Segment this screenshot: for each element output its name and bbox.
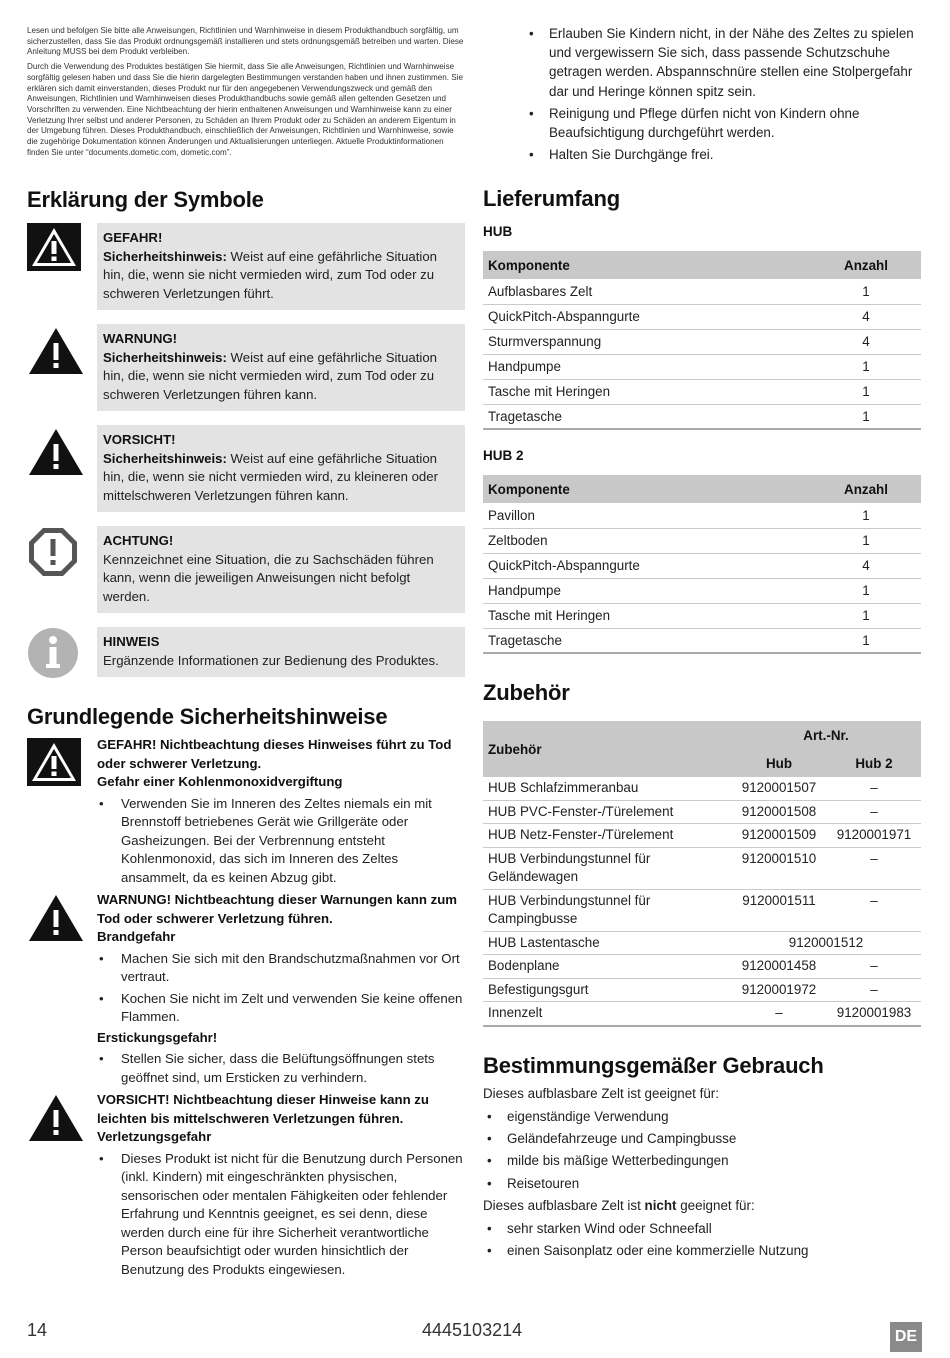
table-cell: 1 xyxy=(811,603,921,628)
language-badge: DE xyxy=(890,1322,922,1352)
table-cell: – xyxy=(827,955,921,979)
intended-use-heading: Bestimmungsgemäßer Gebrauch xyxy=(483,1052,824,1078)
table-cell: 9120001972 xyxy=(731,978,827,1002)
not-intro-emphasis: nicht xyxy=(644,1197,677,1213)
table-cell: 1 xyxy=(811,404,921,429)
bullet: • xyxy=(529,147,534,163)
symbol-text: Weist auf eine gefährliche Situation hin, die, wenn sie nicht vermieden wird, zu kleineren oder mittelschweren Verletzungen führen kann. xyxy=(103,450,438,503)
table-cell: QuickPitch-Abspanngurte xyxy=(483,553,811,578)
bullet: • xyxy=(99,1150,104,1166)
continued-safety-list xyxy=(529,24,921,164)
bullet: • xyxy=(99,1051,104,1067)
bullet: • xyxy=(529,26,534,41)
table-row xyxy=(483,603,921,628)
table-header-row xyxy=(483,721,921,749)
list-item xyxy=(97,1150,465,1280)
info-icon xyxy=(27,627,97,684)
table-cell: Handpumpe xyxy=(483,578,811,603)
table-cell: – xyxy=(827,978,921,1002)
table-cell: 9120001971 xyxy=(827,824,921,848)
table-cell: 9120001511 xyxy=(731,889,827,931)
scope-table-hub2 xyxy=(483,475,921,654)
scope-heading: Lieferumfang xyxy=(483,186,620,212)
table-cell: HUB PVC-Fenster-/Türelement xyxy=(483,800,731,824)
column-header: Hub xyxy=(731,749,827,777)
table-cell: Sturmverspannung xyxy=(483,329,811,354)
intro-paragraph-1: Lesen und befolgen Sie bitte alle Anweisungen, Richtlinien und Warnhinweise in diesem Produkthandbuch sorgfältig, um sicherzustellen, dass Sie das Produkt ordnungsgemäß installieren und stets ordnungsgemäß betreiben und warten. Diese Anleitung MUSS bei dem Produkt verbleiben. xyxy=(27,26,464,57)
table-cell: 9120001983 xyxy=(827,1002,921,1026)
symbol-title: HINWEIS xyxy=(103,634,160,650)
table-row xyxy=(483,404,921,429)
column-header: Komponente xyxy=(483,251,811,279)
table-cell: Befestigungsgurt xyxy=(483,978,731,1002)
scope-table-title-hub2: HUB 2 xyxy=(483,448,524,464)
list-item xyxy=(97,990,465,1027)
table-row xyxy=(483,279,921,304)
column-header: Anzahl xyxy=(811,475,921,503)
list-item xyxy=(483,1129,921,1148)
safety-warning-sub-fire: Brandgefahr xyxy=(97,929,176,945)
table-cell: HUB Verbindungstunnel für Geländewagen xyxy=(483,847,731,889)
list-item xyxy=(483,1107,921,1126)
table-row xyxy=(483,379,921,404)
bullet: • xyxy=(99,795,104,811)
list-item xyxy=(483,1241,921,1260)
symbol-row-warning xyxy=(27,324,465,411)
left-column xyxy=(27,26,465,1279)
table-cell: 9120001507 xyxy=(731,777,827,800)
symbols-heading: Erklärung der Symbole xyxy=(27,187,264,213)
bullet-text: eigenständige Verwendung xyxy=(507,1108,669,1124)
table-cell: Innenzelt xyxy=(483,1002,731,1026)
symbol-title: WARNUNG! xyxy=(103,331,177,347)
symbol-label: Sicherheitshinweis: xyxy=(103,248,227,264)
table-row xyxy=(483,503,921,528)
intended-use-intro: Dieses aufblasbare Zelt ist geeignet für: xyxy=(483,1085,719,1101)
table-row xyxy=(483,553,921,578)
symbol-text: Ergänzende Informationen zur Bedienung des Produktes. xyxy=(103,652,439,668)
table-cell: 9120001458 xyxy=(731,955,827,979)
list-item xyxy=(483,24,921,101)
document-number: 4445103214 xyxy=(422,1320,523,1340)
column-header: Komponente xyxy=(483,475,811,503)
intended-use-section xyxy=(483,1053,921,1260)
safety-danger xyxy=(27,736,465,887)
table-cell: – xyxy=(827,847,921,889)
bullet: • xyxy=(487,1108,492,1124)
table-row xyxy=(483,1002,921,1026)
table-row xyxy=(483,955,921,979)
symbol-text: Kennzeichnet eine Situation, die zu Sachschäden führen kann, wenn die jeweiligen Anweisungen nicht befolgt werden. xyxy=(103,551,434,604)
caution-icon xyxy=(27,425,97,482)
table-cell: Bodenplane xyxy=(483,955,731,979)
bullet-text: Erlauben Sie Kindern nicht, in der Nähe des Zeltes zu spielen und vergewissern Sie sich, dass passende Schutzschuhe getragen werden. Abspannschnüre stellen eine Stolpergefahr dar und Heringe können spitz sein. xyxy=(549,26,914,99)
column-header: Art.-Nr. xyxy=(731,721,921,749)
table-header-row xyxy=(483,251,921,279)
safety-heading: Grundlegende Sicherheitshinweise xyxy=(27,704,388,730)
table-cell: 4 xyxy=(811,553,921,578)
table-row xyxy=(483,578,921,603)
symbol-box-danger xyxy=(97,223,465,310)
table-cell: Tragetasche xyxy=(483,628,811,653)
list-item xyxy=(483,104,921,142)
table-row xyxy=(483,889,921,931)
table-cell: Zeltboden xyxy=(483,528,811,553)
bullet-text: sehr starken Wind oder Schneefall xyxy=(507,1220,712,1236)
bullet-text: Stellen Sie sicher, dass die Belüftungsöffnungen stets geöffnet sind, um Ersticken zu verhindern. xyxy=(121,1051,435,1085)
symbol-box-warning xyxy=(97,324,465,411)
table-cell: Tasche mit Heringen xyxy=(483,603,811,628)
table-cell: HUB Verbindungstunnel für Campingbusse xyxy=(483,889,731,931)
symbol-title: ACHTUNG! xyxy=(103,533,174,549)
safety-warning xyxy=(27,891,465,1087)
table-cell: 9120001512 xyxy=(731,931,921,955)
table-cell: – xyxy=(827,800,921,824)
symbol-title: VORSICHT! xyxy=(103,432,176,448)
list-item xyxy=(97,795,465,888)
table-row xyxy=(483,354,921,379)
table-row xyxy=(483,628,921,653)
bullet-text: Geländefahrzeuge und Campingbusse xyxy=(507,1131,737,1147)
symbol-label: Sicherheitshinweis: xyxy=(103,450,227,466)
table-cell: HUB Schlafzimmeranbau xyxy=(483,777,731,800)
table-cell: – xyxy=(731,1002,827,1026)
table-cell: 1 xyxy=(811,279,921,304)
table-cell: 9120001510 xyxy=(731,847,827,889)
bullet: • xyxy=(487,1175,492,1191)
table-cell: 4 xyxy=(811,304,921,329)
safety-caution-head: VORSICHT! Nichtbeachtung dieser Hinweise kann zu leichten bis mittelschweren Verletzungen führen. xyxy=(97,1092,429,1126)
table-cell: 9120001508 xyxy=(731,800,827,824)
warning-icon xyxy=(27,891,97,948)
table-row xyxy=(483,528,921,553)
table-row xyxy=(483,931,921,955)
table-cell: – xyxy=(827,889,921,931)
danger-icon xyxy=(27,736,97,791)
table-cell: Handpumpe xyxy=(483,354,811,379)
bullet-text: Dieses Produkt ist nicht für die Benutzung durch Personen (inkl. Kindern) mit eingeschränkten physischen, sensorischen oder mentalen Fähigkeiten oder fehlender Erfahrung und Kenntnis geeignet, es sei denn, diese werden durch eine für ihre Sicherheit verantwortliche Person beaufsichtigt oder wurden hinsichtlich der Benutzung des Produkts eingewiesen. xyxy=(121,1150,463,1277)
bullet: • xyxy=(487,1220,492,1236)
bullet-text: Reinigung und Pflege dürfen nicht von Kindern ohne Beaufsichtigung durchgeführt werden. xyxy=(549,105,860,141)
list-item xyxy=(97,1050,465,1087)
table-header-row xyxy=(483,475,921,503)
safety-warning-sub-suffocation: Erstickungsgefahr! xyxy=(97,1029,218,1045)
not-intro-part: Dieses aufblasbare Zelt ist xyxy=(483,1197,645,1213)
caution-icon xyxy=(27,1091,97,1148)
table-cell: Tasche mit Heringen xyxy=(483,379,811,404)
safety-danger-head: GEFAHR! Nichtbeachtung dieses Hinweises führt zu Tod oder schwerer Verletzung. xyxy=(97,737,452,771)
table-cell: 1 xyxy=(811,379,921,404)
table-row xyxy=(483,847,921,889)
bullet-text: Machen Sie sich mit den Brandschutzmaßnahmen vor Ort vertraut. xyxy=(121,950,460,985)
danger-icon xyxy=(27,223,97,276)
symbol-row-danger xyxy=(27,223,465,310)
list-item xyxy=(483,1151,921,1170)
bullet-text: Verwenden Sie im Inneren des Zeltes niemals ein mit Brennstoff betriebenes Gerät wie Grillgeräte oder Gasheizungen. Bei der Verbrennung entsteht Kohlenmonoxid, das sich im Inneren des Zeltes ansammelt, da es keinen Abzug gibt. xyxy=(121,795,432,885)
table-row xyxy=(483,800,921,824)
table-cell: 1 xyxy=(811,578,921,603)
bullet-text: Kochen Sie nicht im Zelt und verwenden Sie keine offenen Flammen. xyxy=(121,990,463,1025)
list-item xyxy=(483,1174,921,1193)
page-number: 14 xyxy=(27,1320,48,1340)
accessories-table xyxy=(483,721,921,1027)
bullet: • xyxy=(99,950,104,966)
column-header: Hub 2 xyxy=(827,749,921,777)
table-cell: 9120001509 xyxy=(731,824,827,848)
table-row xyxy=(483,304,921,329)
symbol-text: Weist auf eine gefährliche Situation hin, die, wenn sie nicht vermieden wird, zum Tod oder zu schweren Verletzungen führen kann. xyxy=(103,349,438,402)
table-cell: QuickPitch-Abspanngurte xyxy=(483,304,811,329)
bullet: • xyxy=(487,1131,492,1147)
table-row xyxy=(483,777,921,800)
table-row xyxy=(483,824,921,848)
symbol-row-notice xyxy=(27,526,465,613)
symbol-label: Sicherheitshinweis: xyxy=(103,349,227,365)
table-cell: 1 xyxy=(811,503,921,528)
table-row xyxy=(483,329,921,354)
scope-table-hub xyxy=(483,251,921,430)
symbol-box-info xyxy=(97,627,465,677)
table-cell: HUB Lastentasche xyxy=(483,931,731,955)
bullet-text: Reisetouren xyxy=(507,1175,580,1191)
list-item xyxy=(483,1219,921,1238)
bullet-text: Halten Sie Durchgänge frei. xyxy=(549,147,714,163)
table-cell: – xyxy=(827,777,921,800)
table-cell: HUB Netz-Fenster-/Türelement xyxy=(483,824,731,848)
intro-paragraph-2: Durch die Verwendung des Produktes bestätigen Sie hiermit, dass Sie alle Anweisungen, Richtlinien und Warnhinweise sorgfältig gelesen haben und dass Sie die hierin dargelegten Bestimmungen verstanden haben und ihnen zustimmen. Sie erklären sich damit einverstanden, dieses Produkt nur für den angegebenen Verwendungszweck und gemäß den Anweisungen, Richtlinien und Warnhinweisen dieses Produkthandbuchs sowie gemäß allen geltenden Gesetzen und Vorschriften zu verwenden. Eine Nichtbeachtung der hierin enthaltenen Anweisungen und Warnhinweise kann zu einer Verletzung Ihrer selbst und anderer Personen, zu Schäden an Ihrem Produkt oder zu Schäden an anderem Eigentum in der Umgebung führen. Dieses Produkthandbuch, einschließlich der Anweisungen, Richtlinien und Warnhinweise, sowie die zugehörige Dokumentation können Änderungen und Aktualisierungen unterliegen. Aktuelle Produktinformationen finden Sie unter “documents.dometic.com, dometic.com”. xyxy=(27,62,463,157)
list-item xyxy=(97,950,465,987)
warning-icon xyxy=(27,324,97,381)
table-cell: Tragetasche xyxy=(483,404,811,429)
table-cell: 1 xyxy=(811,528,921,553)
symbol-box-caution xyxy=(97,425,465,512)
notice-icon xyxy=(27,526,97,583)
safety-caution-sub: Verletzungsgefahr xyxy=(97,1129,212,1145)
not-intro-part: geeignet für: xyxy=(676,1197,755,1213)
list-item xyxy=(483,145,921,164)
bullet: • xyxy=(487,1153,492,1169)
bullet-text: einen Saisonplatz oder eine kommerzielle Nutzung xyxy=(507,1242,809,1258)
symbol-row-info xyxy=(27,627,465,684)
intended-use-not-intro xyxy=(483,1196,921,1215)
symbol-row-caution xyxy=(27,425,465,512)
symbol-box-notice xyxy=(97,526,465,613)
safety-danger-sub: Gefahr einer Kohlenmonoxidvergiftung xyxy=(97,774,343,790)
right-column xyxy=(483,24,921,1263)
table-cell: Pavillon xyxy=(483,503,811,528)
table-cell: Aufblasbares Zelt xyxy=(483,279,811,304)
accessories-heading: Zubehör xyxy=(483,680,570,706)
table-row xyxy=(483,978,921,1002)
symbol-text: Weist auf eine gefährliche Situation hin, die, wenn sie nicht vermieden wird, zum Tod oder zu schweren Verletzungen führt. xyxy=(103,248,438,301)
table-cell: 1 xyxy=(811,628,921,653)
safety-caution xyxy=(27,1091,465,1279)
table-cell: 4 xyxy=(811,329,921,354)
table-cell: 1 xyxy=(811,354,921,379)
bullet: • xyxy=(529,105,534,121)
scope-table-title-hub: HUB xyxy=(483,224,513,240)
safety-warning-head: WARNUNG! Nichtbeachtung dieser Warnungen kann zum Tod oder schwerer Verletzung führen. xyxy=(97,892,457,926)
column-header: Anzahl xyxy=(811,251,921,279)
intro-text xyxy=(27,26,465,158)
bullet-text: milde bis mäßige Wetterbedingungen xyxy=(507,1153,729,1169)
column-header: Zubehör xyxy=(483,721,731,777)
bullet: • xyxy=(99,990,104,1006)
symbol-title: GEFAHR! xyxy=(103,230,163,246)
bullet: • xyxy=(487,1242,492,1258)
